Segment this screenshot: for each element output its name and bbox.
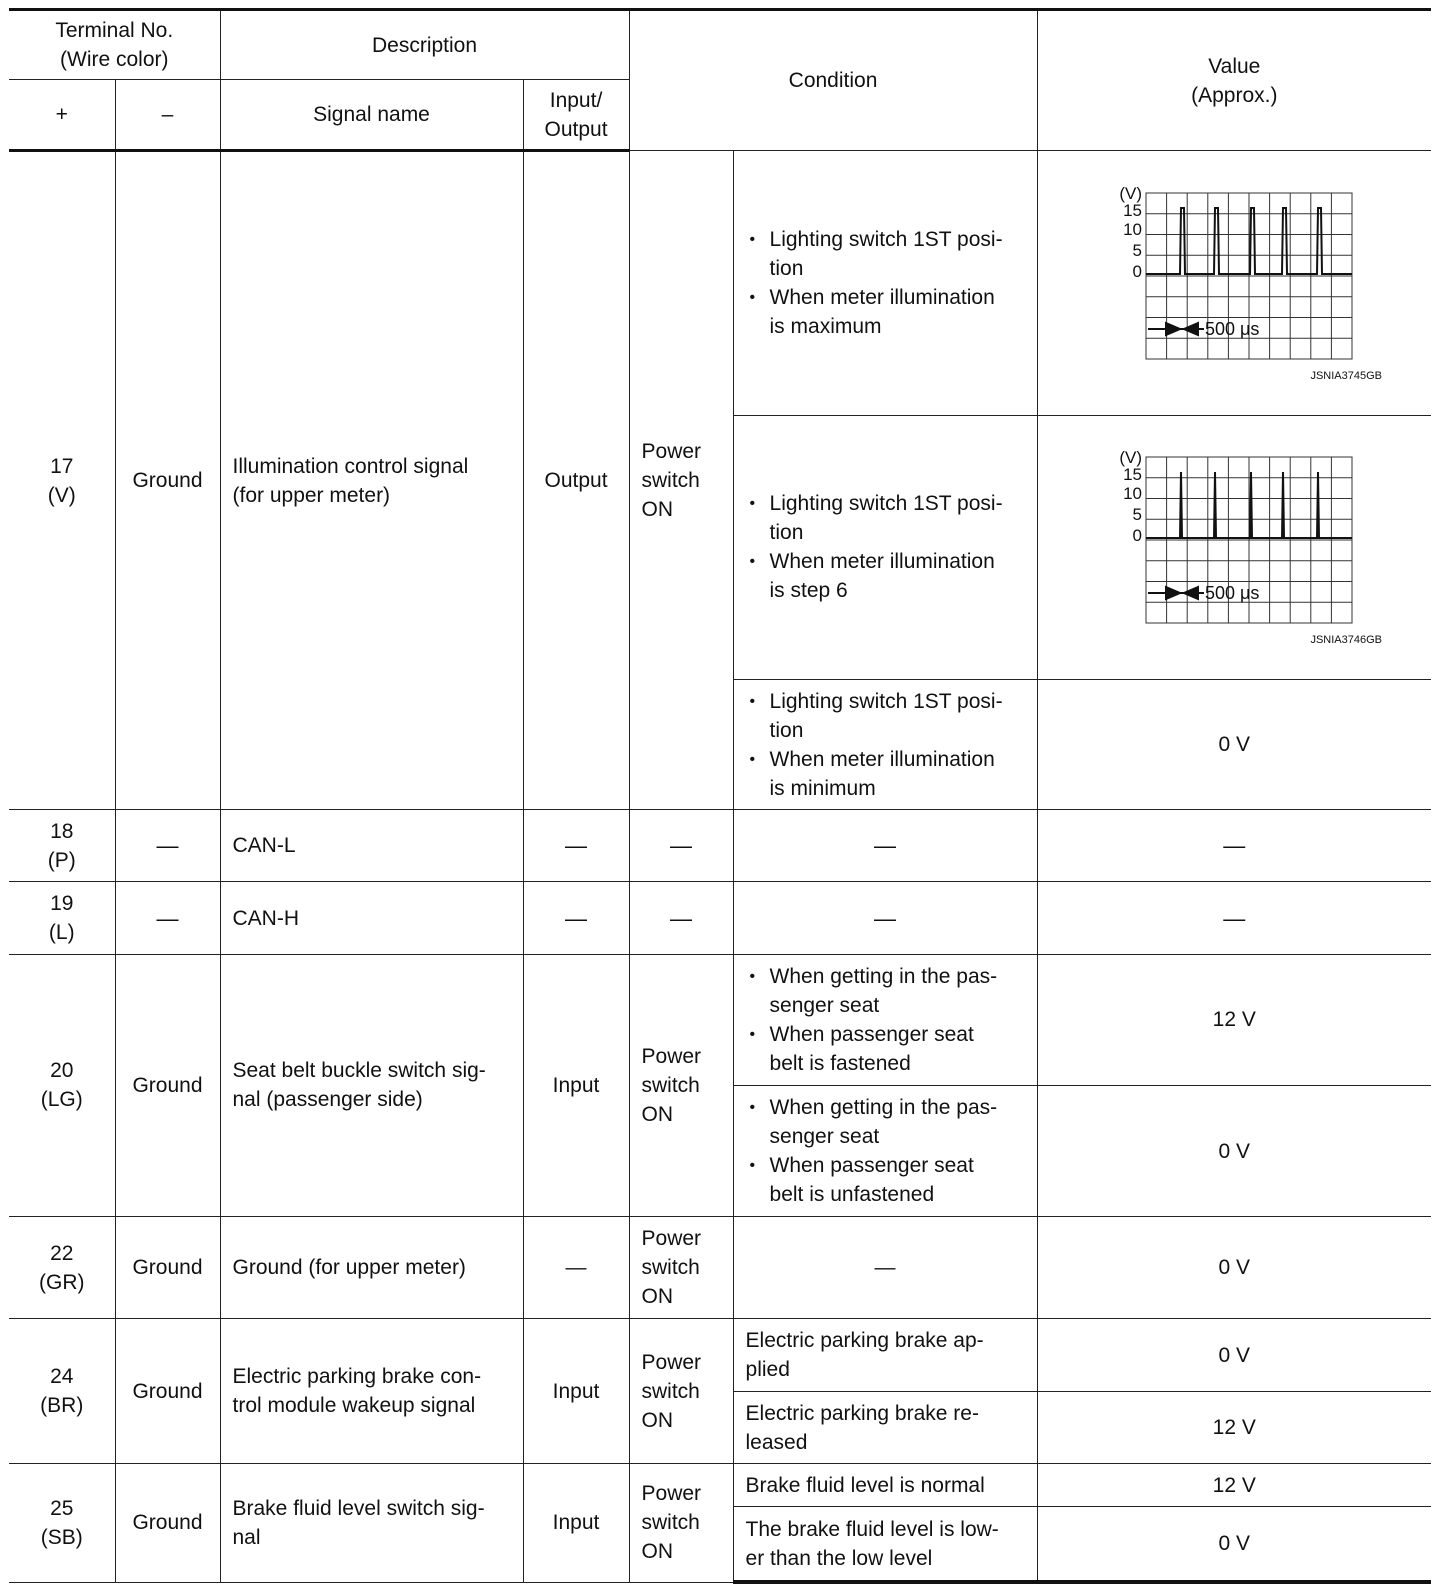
bullet-item: • Lighting switch 1ST posi- tion	[746, 687, 1025, 745]
subcondition-20-unfastened	[733, 1085, 1037, 1216]
time-span-indicator	[1148, 587, 1204, 599]
value-22: 0 V	[1037, 1217, 1431, 1319]
condition-24: Power switch ON	[629, 1318, 733, 1463]
condition-25: Power switch ON	[629, 1464, 733, 1582]
signal-18: CAN-L	[220, 810, 523, 882]
terminal-spec-table	[9, 8, 1431, 1584]
bullet-item: • When meter illumination is step 6	[746, 547, 1025, 605]
value-25-low: 0 V	[1037, 1507, 1431, 1582]
ground-17: Ground	[115, 151, 220, 810]
subcondition-25-low: The brake fluid level is low- er than the low level	[733, 1507, 1037, 1582]
table-row	[9, 882, 1431, 954]
y-tick-10: 10	[1123, 484, 1143, 504]
terminal-22: 22 (GR)	[9, 1217, 115, 1319]
figure-code: JSNIA3745GB	[1310, 369, 1383, 382]
subcondition-24-applied: Electric parking brake ap- plied	[733, 1318, 1037, 1391]
io-22: —	[523, 1217, 629, 1319]
io-20: Input	[523, 954, 629, 1216]
signal-24: Electric parking brake con- trol module wakeup signal	[220, 1318, 523, 1463]
signal-17: Illumination control signal (for upper meter)	[220, 151, 523, 810]
header-condition: Condition	[629, 10, 1037, 151]
bullet-item: • When meter illumination is minimum	[746, 745, 1025, 803]
value-25-normal: 12 V	[1037, 1464, 1431, 1507]
condition-18: —	[629, 810, 733, 882]
value-24-released: 12 V	[1037, 1392, 1431, 1464]
ground-24: Ground	[115, 1318, 220, 1463]
condition-22: Power switch ON	[629, 1217, 733, 1319]
value-19: —	[1037, 882, 1431, 954]
ground-25: Ground	[115, 1464, 220, 1582]
header-description: Description	[220, 10, 629, 80]
y-tick-5: 5	[1132, 240, 1143, 260]
time-span-indicator	[1148, 323, 1204, 335]
subcondition-18: —	[733, 810, 1037, 882]
ground-22: Ground	[115, 1217, 220, 1319]
condition-20: Power switch ON	[629, 954, 733, 1216]
y-tick-10: 10	[1123, 219, 1143, 239]
subcondition-22: —	[733, 1217, 1037, 1319]
terminal-19: 19 (L)	[9, 882, 115, 954]
time-span-label: 500 μs	[1205, 583, 1260, 604]
table-row	[9, 1217, 1431, 1319]
header-minus: –	[115, 80, 220, 151]
header-value: Value (Approx.)	[1037, 10, 1431, 151]
header-input-output: Input/ Output	[523, 80, 629, 151]
subcondition-17-step6	[733, 415, 1037, 680]
header-signal-name: Signal name	[220, 80, 523, 151]
y-tick-0: 0	[1132, 526, 1143, 546]
figure-code: JSNIA3746GB	[1310, 634, 1383, 647]
table-row	[9, 151, 1431, 416]
io-24: Input	[523, 1318, 629, 1463]
terminal-25: 25 (SB)	[9, 1464, 115, 1582]
terminal-24: 24 (BR)	[9, 1318, 115, 1463]
subcondition-19: —	[733, 882, 1037, 954]
value-20-fastened: 12 V	[1037, 954, 1431, 1085]
header-terminal: Terminal No. (Wire color)	[9, 10, 220, 80]
bullet-item: • Lighting switch 1ST posi- tion	[746, 489, 1025, 547]
ground-20: Ground	[115, 954, 220, 1216]
bullet-item: • When getting in the pas- senger seat	[746, 1093, 1025, 1151]
time-span-label: 500 μs	[1205, 318, 1260, 339]
bullet-item: • When meter illumination is maximum	[746, 283, 1025, 341]
bullet-item: • When passenger seat belt is fastened	[746, 1020, 1025, 1078]
subcondition-17-max	[733, 151, 1037, 416]
io-25: Input	[523, 1464, 629, 1582]
table-row	[9, 810, 1431, 882]
subcondition-17-min	[733, 680, 1037, 810]
signal-22: Ground (for upper meter)	[220, 1217, 523, 1319]
value-17-max	[1037, 151, 1431, 416]
subcondition-20-fastened	[733, 954, 1037, 1085]
io-17: Output	[523, 151, 629, 810]
condition-19: —	[629, 882, 733, 954]
value-24-applied: 0 V	[1037, 1318, 1431, 1391]
value-17-min: 0 V	[1037, 680, 1431, 810]
subcondition-25-normal: Brake fluid level is normal	[733, 1464, 1037, 1507]
bullet-item: • When passenger seat belt is unfastened	[746, 1151, 1025, 1209]
signal-25: Brake fluid level switch sig- nal	[220, 1464, 523, 1582]
terminal-20: 20 (LG)	[9, 954, 115, 1216]
y-axis-unit: (V)	[1119, 183, 1143, 203]
table-row	[9, 1318, 1431, 1391]
bullet-item: • When getting in the pas- senger seat	[746, 962, 1025, 1020]
header-plus: +	[9, 80, 115, 151]
value-20-unfastened: 0 V	[1037, 1085, 1431, 1216]
terminal-17: 17 (V)	[9, 151, 115, 810]
table-row	[9, 1464, 1431, 1507]
minus-19: —	[115, 882, 220, 954]
value-17-step6	[1037, 415, 1431, 680]
table-row	[9, 954, 1431, 1085]
signal-19: CAN-H	[220, 882, 523, 954]
terminal-18: 18 (P)	[9, 810, 115, 882]
y-tick-15: 15	[1123, 465, 1143, 485]
condition-17: Power switch ON	[629, 151, 733, 810]
io-18: —	[523, 810, 629, 882]
bullet-item: • Lighting switch 1ST posi- tion	[746, 225, 1025, 283]
value-18: —	[1037, 810, 1431, 882]
y-tick-15: 15	[1123, 200, 1143, 220]
minus-18: —	[115, 810, 220, 882]
subcondition-24-released: Electric parking brake re- leased	[733, 1392, 1037, 1464]
y-axis-unit: (V)	[1119, 448, 1143, 468]
y-tick-0: 0	[1132, 261, 1143, 281]
waveform-step6	[1084, 447, 1384, 647]
waveform-maximum	[1084, 183, 1384, 383]
signal-20: Seat belt buckle switch sig- nal (passenger side)	[220, 954, 523, 1216]
y-tick-5: 5	[1132, 505, 1143, 525]
io-19: —	[523, 882, 629, 954]
